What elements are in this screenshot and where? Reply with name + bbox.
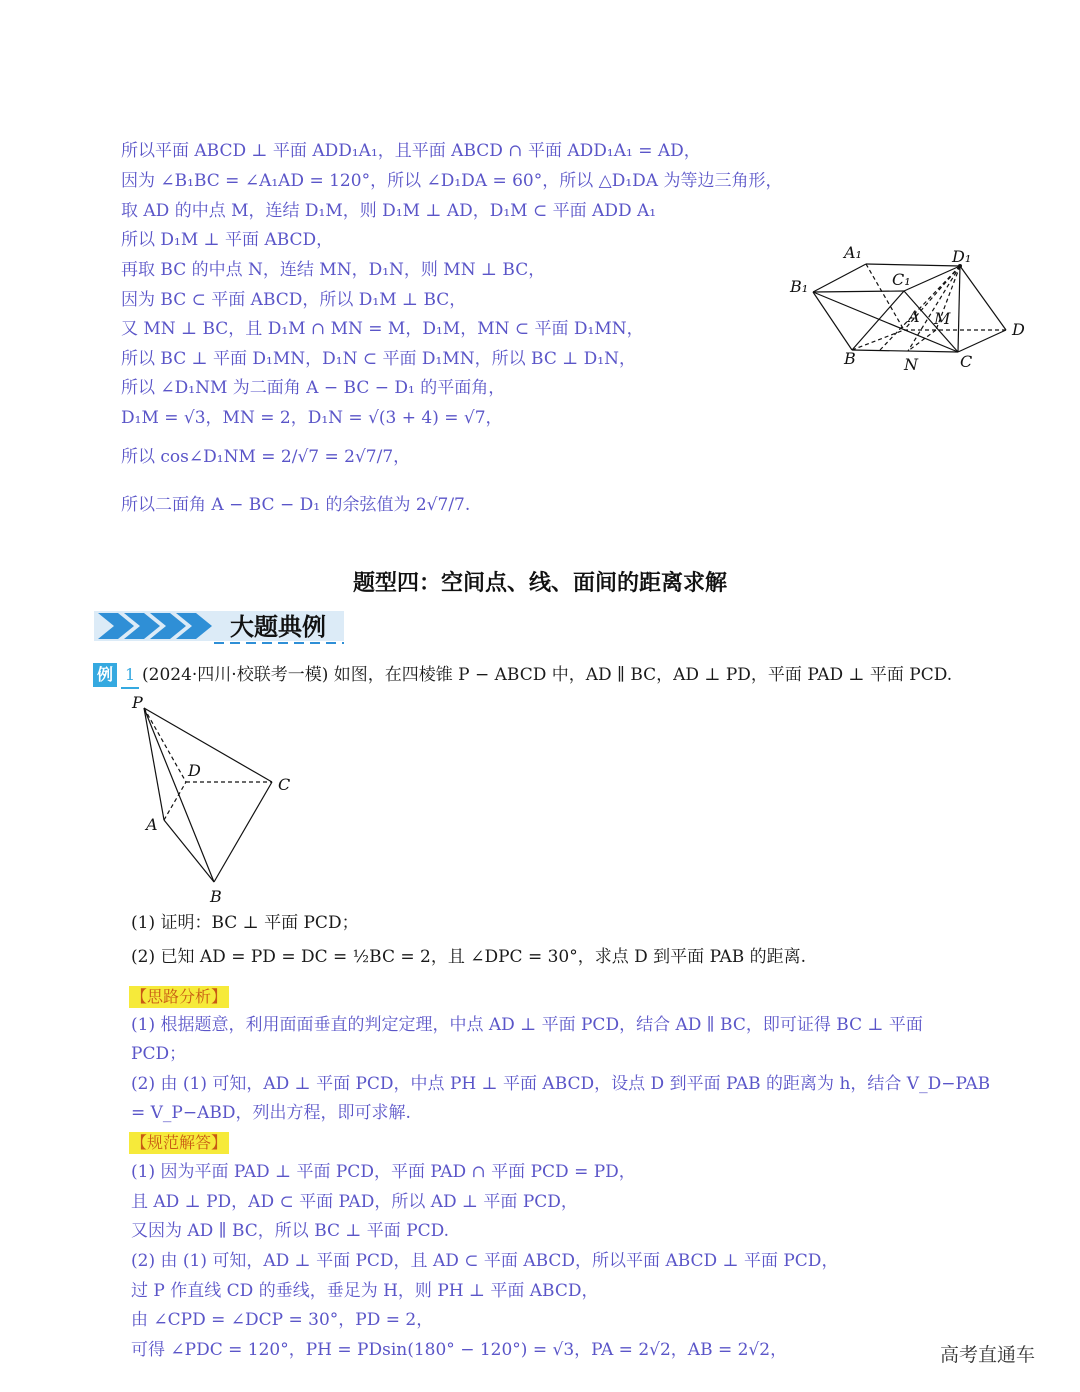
analysis-line: = V_P−ABD，列出方程，即可求解. (131, 1103, 411, 1123)
label-D1: D₁ (952, 247, 972, 266)
solution-line: 所以 ∠D₁NM 为二面角 A − BC − D₁ 的平面角， (121, 378, 506, 398)
label-A: A (146, 815, 158, 834)
edge-AD (164, 782, 186, 820)
answer-line: 由 ∠CPD = ∠DCP = 30°，PD = 2， (131, 1310, 434, 1330)
edge-AB (164, 820, 214, 882)
banner-title: 大题典例 (230, 613, 326, 641)
edge (852, 291, 904, 350)
label-A: A (908, 307, 920, 326)
answer-line: 又因为 AD ∥ BC，所以 BC ⊥ 平面 PCD. (131, 1221, 450, 1241)
example-badge: 例 (93, 663, 117, 687)
solution-line: 再取 BC 的中点 N，连结 MN，D₁N，则 MN ⊥ BC， (121, 260, 546, 280)
label-B1: B₁ (790, 277, 809, 296)
edge (813, 264, 866, 292)
solution-line: 因为 BC ⊂ 平面 ABCD，所以 D₁M ⊥ BC， (121, 290, 467, 310)
solution-line: 因为 ∠B₁BC = ∠A₁AD = 120°，所以 ∠D₁DA = 60°，所以 △D₁DA 为等边三角形， (121, 171, 783, 191)
label-P: P (132, 693, 143, 712)
answer-line: (1) 因为平面 PAD ⊥ 平面 PCD，平面 PAD ∩ 平面 PCD = PD， (131, 1162, 636, 1182)
label-B: B (210, 887, 222, 906)
analysis-line: (1) 根据题意，利用面面垂直的判定定理，中点 AD ⊥ 平面 PCD，结合 AD ∥ BC，即可证得 BC ⊥ 平面 (131, 1015, 923, 1035)
example-number: 1 (121, 663, 139, 689)
label-C: C (278, 775, 291, 794)
answer-line: 可得 ∠PDC = 120°，PH = PDsin(180° − 120°) = √3，PA = 2√2，AB = 2√2， (131, 1340, 788, 1360)
solution-line: D₁M = √3，MN = 2，D₁N = √(3 + 4) = √7， (121, 408, 503, 428)
question-2: (2) 已知 AD = PD = DC = ½BC = 2，且 ∠DPC = 30°，求点 D 到平面 PAB 的距离. (131, 947, 807, 967)
edge (866, 264, 960, 266)
section-title: 题型四：空间点、线、面间的距离求解 (352, 571, 727, 596)
solution-line: 取 AD 的中点 M，连结 D₁M，则 D₁M ⊥ AD，D₁M ⊂ 平面 ADD A₁ (121, 201, 657, 221)
solution-line: 所以二面角 A − BC − D₁ 的余弦值为 2√7/7. (121, 495, 471, 515)
label-B: B (844, 349, 856, 368)
edge (958, 330, 1006, 352)
question-1: (1) 证明：BC ⊥ 平面 PCD； (131, 913, 359, 933)
label-C: C (960, 352, 973, 371)
analysis-line: PCD； (131, 1044, 187, 1064)
edge (852, 350, 958, 352)
solution-line: 所以平面 ABCD ⊥ 平面 ADD₁A₁，且平面 ABCD ∩ 平面 ADD₁A₁ = AD， (121, 141, 701, 161)
edge-PA (144, 708, 164, 820)
watermark: 高考直通车 (940, 1344, 1036, 1366)
label-D: D (1012, 320, 1025, 339)
edge (960, 266, 1006, 330)
edge-PC (144, 708, 272, 782)
edge (958, 266, 960, 352)
solution-line: 又 MN ⊥ BC，且 D₁M ∩ MN = M，D₁M，MN ⊂ 平面 D₁MN， (121, 319, 644, 339)
analysis-tag: 【思路分析】 (131, 987, 228, 1006)
label-N: N (904, 355, 918, 374)
solution-line: 所以 D₁M ⊥ 平面 ABCD， (121, 230, 334, 250)
pyramid-figure (128, 692, 308, 910)
solution-line: 所以 BC ⊥ 平面 D₁MN，D₁N ⊂ 平面 D₁MN，所以 BC ⊥ D₁N， (121, 349, 636, 369)
answer-line: (2) 由 (1) 可知，AD ⊥ 平面 PCD，且 AD ⊂ 平面 ABCD，所以平面 ABCD ⊥ 平面 PCD， (131, 1251, 839, 1271)
answer-tag: 【规范解答】 (131, 1133, 228, 1152)
label-M: M (934, 309, 951, 328)
answer-line: 过 P 作直线 CD 的垂线，垂足为 H，则 PH ⊥ 平面 ABCD， (131, 1281, 599, 1301)
prism-figure (780, 236, 1040, 376)
label-C1: C₁ (892, 270, 911, 289)
example-statement: (2024·四川·校联考一模) 如图，在四棱锥 P − ABCD 中，AD ∥ BC，AD ⊥ PD，平面 PAD ⊥ 平面 PCD. (142, 665, 953, 685)
edge-BC (214, 782, 272, 882)
analysis-line: (2) 由 (1) 可知，AD ⊥ 平面 PCD，中点 PH ⊥ 平面 ABCD，设点 D 到平面 PAB 的距离为 h，结合 V_D−PAB (131, 1074, 991, 1094)
edge (813, 291, 904, 292)
solution-line: 所以 cos∠D₁NM = 2/√7 = 2√7/7， (121, 447, 411, 467)
answer-line: 且 AD ⊥ PD，AD ⊂ 平面 PAD，所以 AD ⊥ 平面 PCD， (131, 1192, 578, 1212)
label-A1: A₁ (844, 243, 862, 262)
label-D: D (188, 761, 201, 780)
